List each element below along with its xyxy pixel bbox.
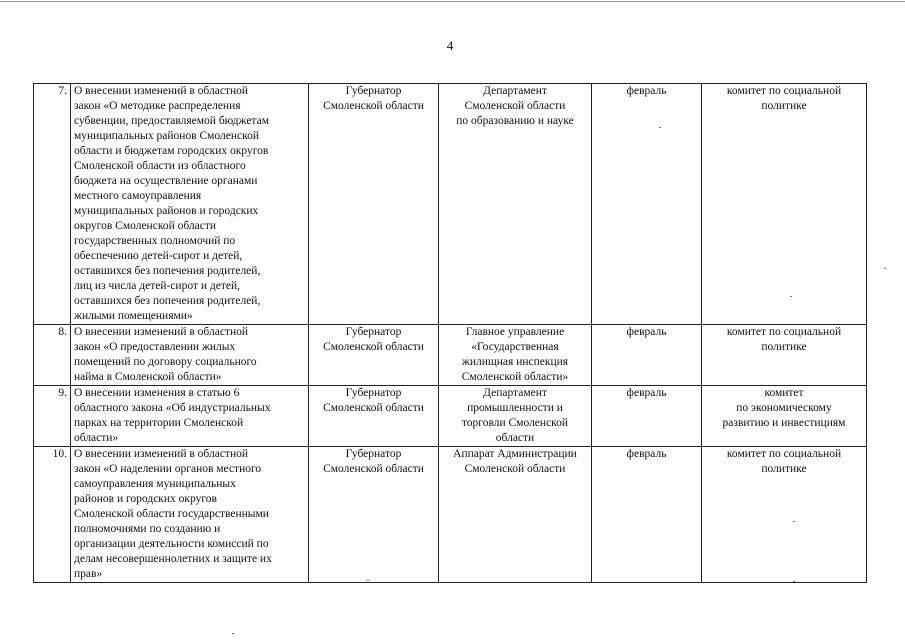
row-number: 7. [34,84,71,325]
submission-month: февраль [592,386,702,447]
table-row [34,386,867,447]
submission-month: февраль [592,84,702,325]
bill-title: О внесении изменения в статью 6 областного закона «Об индустриальных парках на территории Смоленской области» [71,386,309,447]
submission-month: февраль [592,325,702,386]
responsible-body: Главное управление «Государственная жилищная инспекция Смоленской области» [439,325,592,386]
responsible-body: Департамент промышленности и торговли Смоленской области [439,386,592,447]
row-number: 9. [34,386,71,447]
bill-title: О внесении изменений в областной закон «О предоставлении жилых помещений по договору социального найма в Смоленской области» [71,325,309,386]
row-number: 10. [34,447,71,583]
scan-speck [790,296,792,297]
legislative-plan-table [33,83,867,583]
submission-month: февраль [592,447,702,583]
initiator: Губернатор Смоленской области [309,84,439,325]
committee: комитет по социальной политике [702,84,867,325]
scan-speck [793,581,795,582]
page-top-edge [0,1,905,2]
bill-title: О внесении изменений в областной закон «О методике распределения субвенции, предоставляемой бюджетам муниципальных районов Смоленской области и бюджетам городских округов Смоленской области из областного бюджета на осуществление органами местного самоуправления муниципальных районов и городских округов Смоленской области государственных полномочий по обеспечению детей-сирот и детей, оставшихся без попечения родителей, лиц из числа детей-сирот и детей, оставшихся без попечения родителей, жилыми помещениями» [71,84,309,325]
scan-speck [232,633,234,634]
row-number: 8. [34,325,71,386]
responsible-body: Аппарат Администрации Смоленской области [439,447,592,583]
scan-speck [793,521,795,522]
bill-title: О внесении изменений в областной закон «О наделении органов местного самоуправления муниципальных районов и городских округов Смоленской области государственными полномочиями по созданию и организации деятельности комиссий по делам несовершеннолетних и защите их прав» [71,447,309,583]
committee: комитет по социальной политике [702,447,867,583]
initiator: Губернатор Смоленской области [309,386,439,447]
page-number: 4 [446,38,454,53]
scan-speck [367,580,369,581]
committee: комитет по экономическому развитию и инвестициям [702,386,867,447]
committee: комитет по социальной политике [702,325,867,386]
table-row [34,325,867,386]
initiator: Губернатор Смоленской области [309,325,439,386]
scan-speck [659,127,661,128]
table-row [34,447,867,583]
responsible-body: Департамент Смоленской области по образованию и науке [439,84,592,325]
table-row [34,84,867,325]
scan-speck [884,268,886,269]
initiator: Губернатор Смоленской области [309,447,439,583]
